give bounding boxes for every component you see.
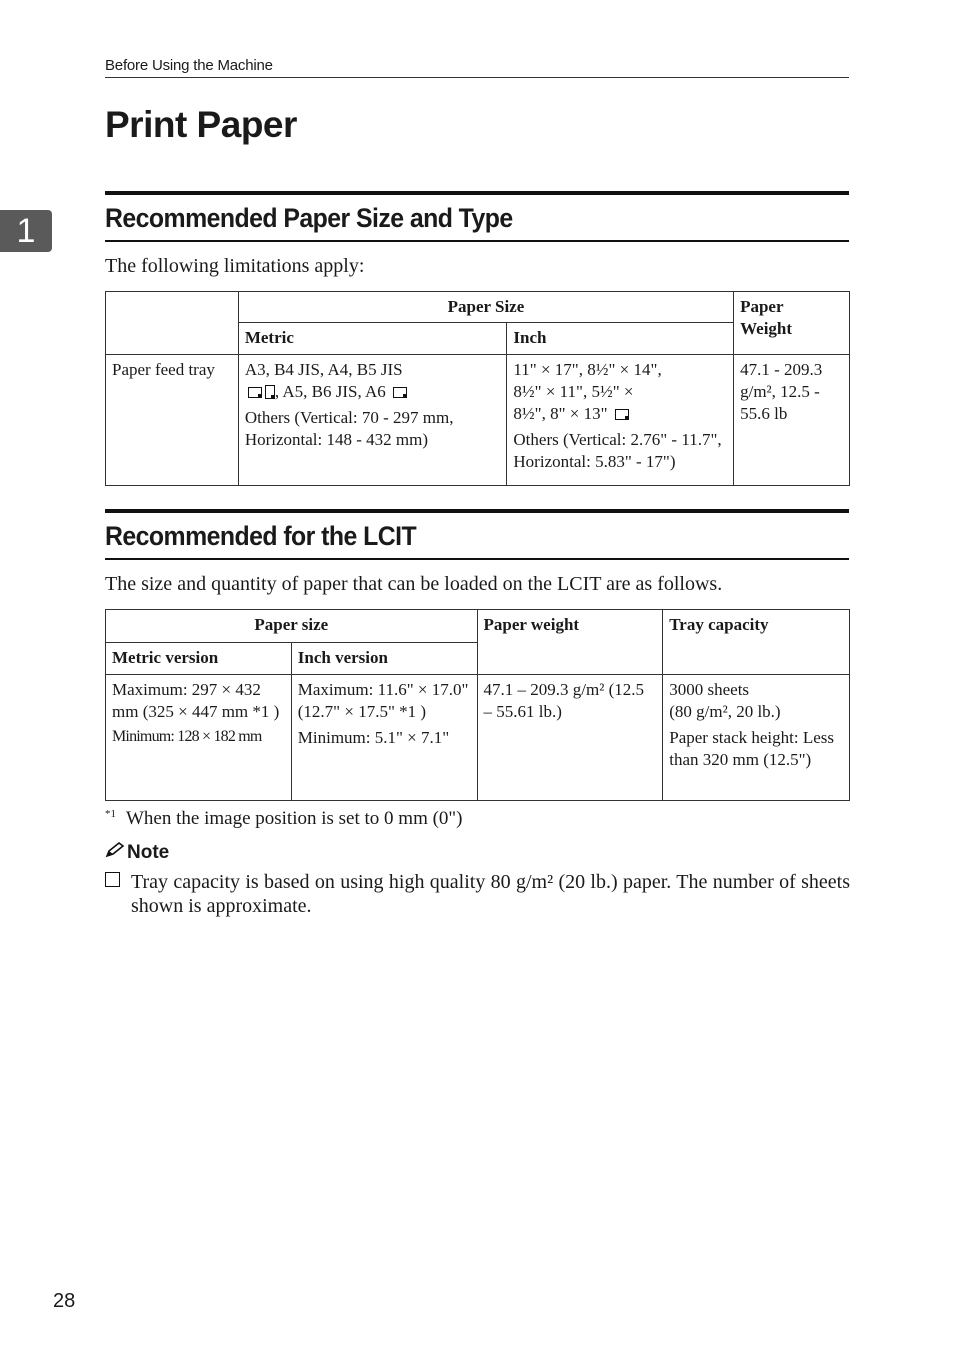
note-text: Tray capacity is based on using high quality 80 g/m² (20 lb.) paper. The number of sheets shown is approximate. [131, 871, 850, 917]
inch-sizes-line1 [513, 359, 727, 381]
header-inch-version: Inch version [291, 643, 477, 675]
lcit-table [105, 609, 850, 801]
tray-capacity-cell [663, 675, 850, 801]
metric-version-cell [106, 675, 292, 801]
section-lcit [105, 509, 849, 560]
metric-sizes-text1: A3, B4 JIS, A4, B5 JIS [244, 360, 403, 380]
metric-cell [238, 355, 507, 486]
header-metric-version: Metric version [106, 643, 292, 675]
metric-sizes-text2: , A5, B6 JIS, A6 [274, 382, 386, 402]
checkbox-icon [105, 872, 120, 887]
header-paper-weight: Paper weight [477, 610, 663, 675]
capacity-sheets: 3000 sheets [669, 680, 750, 699]
note-heading [105, 842, 169, 864]
section-intro: The size and quantity of paper that can be loaded on the LCIT are as follows. [105, 573, 723, 595]
footnote-text: When the image position is set to 0 mm (0") [126, 808, 463, 829]
weight-cell: 47.1 - 209.3 g/m², 12.5 - 55.6 lb [734, 355, 850, 486]
pencil-icon [105, 842, 127, 864]
header-weight-line1: Paper [740, 297, 784, 316]
note-body [105, 870, 850, 918]
running-head: Before Using the Machine [105, 57, 849, 78]
paper-landscape-icon [393, 387, 407, 398]
header-tray-capacity: Tray capacity [663, 610, 850, 675]
capacity-sheets-detail: (80 g/m², 20 lb.) [669, 702, 781, 722]
inch-max: Maximum: 11.6" × 17.0" (12.7" × 17.5" *1 ) [297, 680, 469, 722]
metric-min: Minimum: 128 × 182 mm [112, 728, 262, 746]
table-row [106, 675, 850, 801]
section-rule-bottom [105, 558, 849, 560]
footnote [105, 808, 463, 830]
inch-sizes-line2 [513, 381, 727, 403]
inch-sizes-text1: 11" × 17", 8½" × 14", [513, 360, 662, 380]
table-row [106, 355, 850, 486]
paper-landscape-icon [615, 409, 629, 420]
inch-others: Others (Vertical: 2.76" - 11.7", Horizontal: 5.83" - 17") [513, 430, 722, 472]
section-intro: The following limitations apply: [105, 255, 365, 277]
header-paper-size: Paper size [106, 610, 478, 643]
section-title: Recommended Paper Size and Type [105, 203, 513, 233]
header-metric: Metric [238, 323, 507, 355]
page-title: Print Paper [105, 104, 297, 145]
page-number: 28 [53, 1290, 76, 1312]
paper-weight-cell: 47.1 – 209.3 g/m² (12.5 – 55.61 lb.) [477, 675, 663, 801]
footnote-marker: *1 [105, 808, 116, 820]
section-rule-bottom [105, 240, 849, 242]
chapter-tab: 1 [0, 210, 52, 252]
paper-portrait-icon [265, 385, 275, 399]
section-paper-size-type [105, 191, 849, 242]
metric-sizes-line2 [245, 381, 501, 403]
table-corner-cell [106, 292, 239, 355]
capacity-stack: Paper stack height: Less than 320 mm (12.5") [669, 728, 834, 770]
header-paper-weight [734, 292, 850, 355]
section-title: Recommended for the LCIT [105, 521, 417, 551]
note-heading-text: Note [127, 842, 170, 863]
metric-sizes-line1 [245, 359, 501, 381]
paper-landscape-icon [248, 387, 262, 398]
metric-max: Maximum: 297 × 432 mm (325 × 447 mm *1 ) [112, 680, 280, 722]
inch-sizes-line3 [513, 403, 727, 425]
header-inch: Inch [507, 323, 734, 355]
header-paper-size: Paper Size [238, 292, 733, 323]
inch-min: Minimum: 5.1" × 7.1" [297, 728, 450, 748]
inch-version-cell [291, 675, 477, 801]
inch-sizes-text2: 8½" × 11", 5½" × [513, 382, 634, 402]
metric-others: Others (Vertical: 70 - 297 mm, Horizontal: 148 - 432 mm) [244, 408, 454, 450]
inch-sizes-text3: 8½", 8" × 13" [513, 404, 608, 424]
row-label: Paper feed tray [106, 355, 239, 486]
paper-size-table [105, 291, 850, 486]
inch-cell [507, 355, 734, 486]
header-weight-line2: Weight [740, 319, 793, 339]
